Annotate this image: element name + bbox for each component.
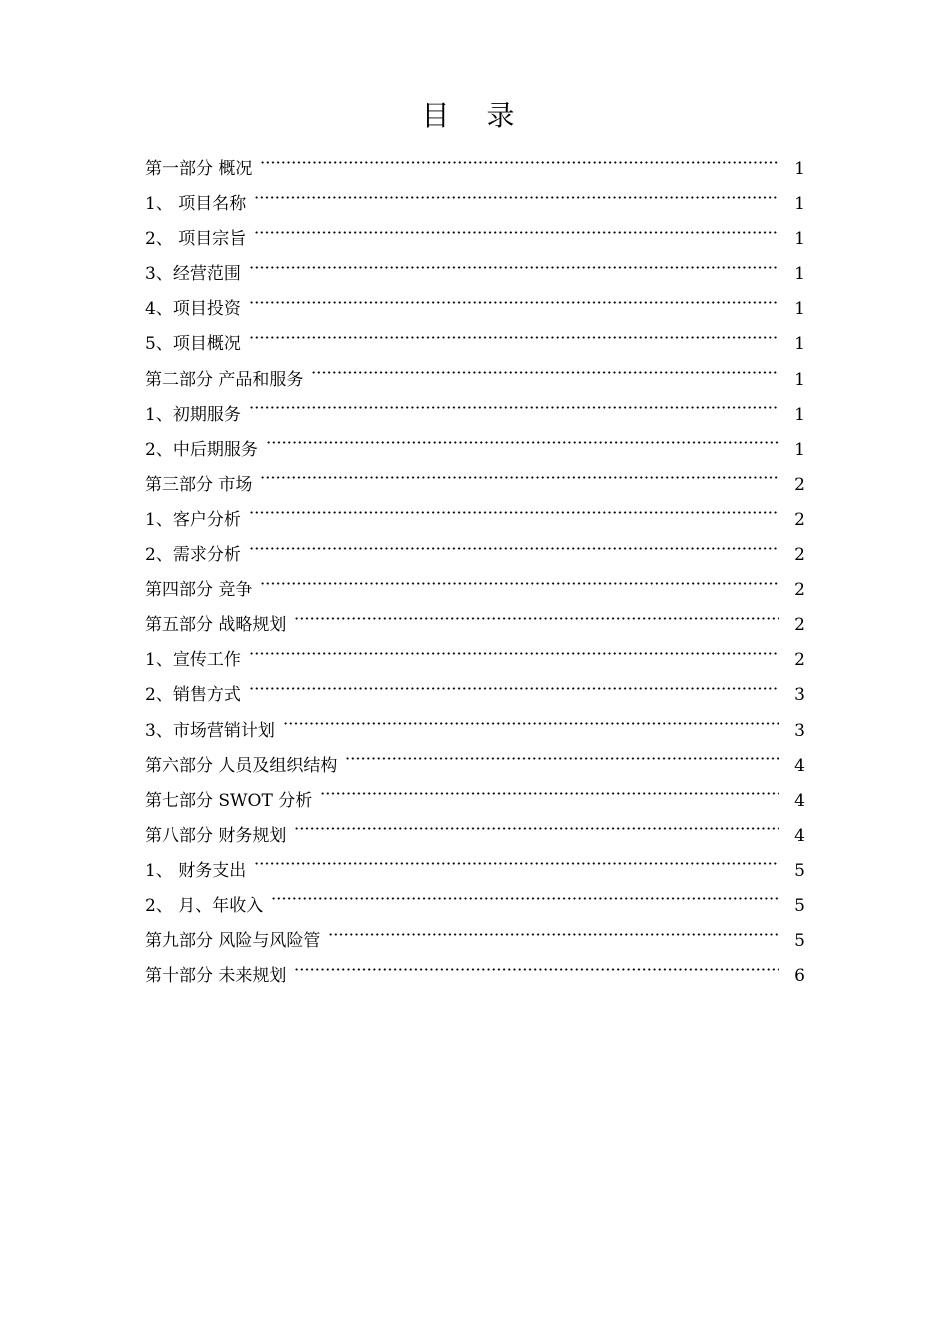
toc-dot-leader bbox=[260, 573, 779, 593]
toc-entry-label: 第六部分 人员及组织结构 bbox=[145, 755, 338, 776]
toc-entry-page: 2 bbox=[794, 615, 805, 636]
toc-entry-page: 1 bbox=[794, 439, 805, 460]
toc-entry-label: 第一部分 概况 bbox=[145, 159, 253, 179]
toc-entry-label: 1、 项目名称 bbox=[145, 194, 247, 215]
toc-entry-page: 4 bbox=[794, 755, 805, 776]
toc-entry-page: 1 bbox=[794, 264, 805, 285]
toc-dot-leader bbox=[311, 363, 779, 383]
toc-entry-label: 2、销售方式 bbox=[145, 685, 241, 706]
toc-dot-leader bbox=[249, 257, 779, 277]
toc-entry-label: 2、需求分析 bbox=[145, 545, 241, 566]
toc-entry[interactable] bbox=[145, 152, 805, 187]
toc-dot-leader bbox=[249, 292, 779, 312]
toc-entry[interactable] bbox=[145, 433, 805, 468]
toc-dot-leader bbox=[320, 784, 779, 804]
toc-entry[interactable] bbox=[145, 714, 805, 749]
toc-entry-label: 第四部分 竞争 bbox=[145, 580, 253, 601]
toc-entry-page: 1 bbox=[794, 299, 805, 320]
toc-entry[interactable] bbox=[145, 924, 805, 959]
toc-dot-leader bbox=[271, 889, 779, 909]
toc-entry-label: 2、 月、年收入 bbox=[145, 895, 264, 916]
toc-entry-label: 3、市场营销计划 bbox=[145, 720, 275, 741]
toc-dot-leader bbox=[266, 433, 779, 453]
toc-entry-page: 5 bbox=[794, 860, 805, 881]
toc-entry-page: 5 bbox=[794, 931, 805, 952]
toc-entry-page: 1 bbox=[794, 229, 805, 250]
toc-entry-page: 5 bbox=[794, 895, 805, 916]
toc-entry-label: 1、宣传工作 bbox=[145, 650, 241, 671]
toc-entry[interactable] bbox=[145, 643, 805, 678]
toc-entry[interactable] bbox=[145, 608, 805, 643]
toc-entry-page: 2 bbox=[794, 650, 805, 671]
toc-dot-leader bbox=[249, 538, 779, 558]
toc-entry-page: 3 bbox=[794, 685, 805, 706]
toc-dot-leader bbox=[260, 468, 779, 488]
toc-entry-label: 第九部分 风险与风险管 bbox=[145, 931, 321, 952]
toc-entry-page: 3 bbox=[794, 720, 805, 741]
toc-dot-leader bbox=[249, 327, 779, 347]
toc-entry-page: 1 bbox=[794, 404, 805, 425]
toc-entry[interactable] bbox=[145, 503, 805, 538]
toc-entry-page: 6 bbox=[794, 966, 805, 987]
toc-entry-label: 1、 财务支出 bbox=[145, 860, 247, 881]
toc-dot-leader bbox=[249, 643, 779, 663]
toc-entry-label: 第三部分 市场 bbox=[145, 474, 253, 495]
toc-dot-leader bbox=[260, 152, 779, 172]
toc-entry-label: 4、项目投资 bbox=[145, 299, 241, 320]
toc-dot-leader bbox=[294, 608, 779, 628]
toc-dot-leader bbox=[254, 187, 779, 207]
toc-entry[interactable] bbox=[145, 889, 805, 924]
toc-dot-leader bbox=[249, 398, 779, 418]
toc-dot-leader bbox=[294, 959, 779, 979]
toc-entry-label: 第十部分 未来规划 bbox=[145, 966, 287, 987]
toc-dot-leader bbox=[254, 222, 779, 242]
table-of-contents bbox=[145, 152, 805, 994]
toc-entry[interactable] bbox=[145, 363, 805, 398]
toc-entry-label: 第七部分 SWOT 分析 bbox=[145, 790, 313, 811]
toc-entry-label: 1、初期服务 bbox=[145, 404, 241, 425]
toc-dot-leader bbox=[283, 714, 779, 734]
toc-entry-page: 1 bbox=[794, 194, 805, 215]
toc-entry-page: 2 bbox=[794, 474, 805, 495]
toc-entry-page: 4 bbox=[794, 825, 805, 846]
toc-entry-label: 3、经营范围 bbox=[145, 264, 241, 285]
toc-entry[interactable] bbox=[145, 678, 805, 713]
toc-entry[interactable] bbox=[145, 222, 805, 257]
toc-entry-page: 4 bbox=[794, 790, 805, 811]
toc-entry-label: 第八部分 财务规划 bbox=[145, 825, 287, 846]
toc-entry-page: 1 bbox=[794, 334, 805, 355]
toc-dot-leader bbox=[249, 503, 779, 523]
toc-entry-label: 1、客户分析 bbox=[145, 509, 241, 530]
toc-entry-page: 2 bbox=[794, 545, 805, 566]
toc-entry[interactable] bbox=[145, 819, 805, 854]
toc-entry[interactable] bbox=[145, 187, 805, 222]
toc-entry[interactable] bbox=[145, 749, 805, 784]
toc-entry[interactable] bbox=[145, 959, 805, 994]
toc-entry[interactable] bbox=[145, 573, 805, 608]
toc-entry-label: 第五部分 战略规划 bbox=[145, 615, 287, 636]
toc-entry[interactable] bbox=[145, 854, 805, 889]
toc-entry[interactable] bbox=[145, 327, 805, 362]
toc-dot-leader bbox=[294, 819, 779, 839]
toc-entry-label: 2、 项目宗旨 bbox=[145, 229, 247, 250]
toc-entry-page: 2 bbox=[794, 509, 805, 530]
toc-entry[interactable] bbox=[145, 257, 805, 292]
toc-entry[interactable] bbox=[145, 292, 805, 327]
toc-title: 目 录 bbox=[421, 99, 529, 132]
toc-dot-leader bbox=[328, 924, 779, 944]
toc-entry-label: 第二部分 产品和服务 bbox=[145, 369, 304, 390]
toc-entry[interactable] bbox=[145, 784, 805, 819]
toc-dot-leader bbox=[254, 854, 779, 874]
toc-dot-leader bbox=[345, 749, 779, 769]
toc-entry-page: 2 bbox=[794, 580, 805, 601]
toc-entry-label: 2、中后期服务 bbox=[145, 439, 258, 460]
toc-entry-page: 1 bbox=[794, 369, 805, 390]
toc-entry[interactable] bbox=[145, 468, 805, 503]
toc-entry-label: 5、项目概况 bbox=[145, 334, 241, 355]
toc-entry[interactable] bbox=[145, 538, 805, 573]
toc-dot-leader bbox=[249, 678, 779, 698]
toc-entry[interactable] bbox=[145, 398, 805, 433]
toc-entry-page: 1 bbox=[794, 159, 805, 179]
